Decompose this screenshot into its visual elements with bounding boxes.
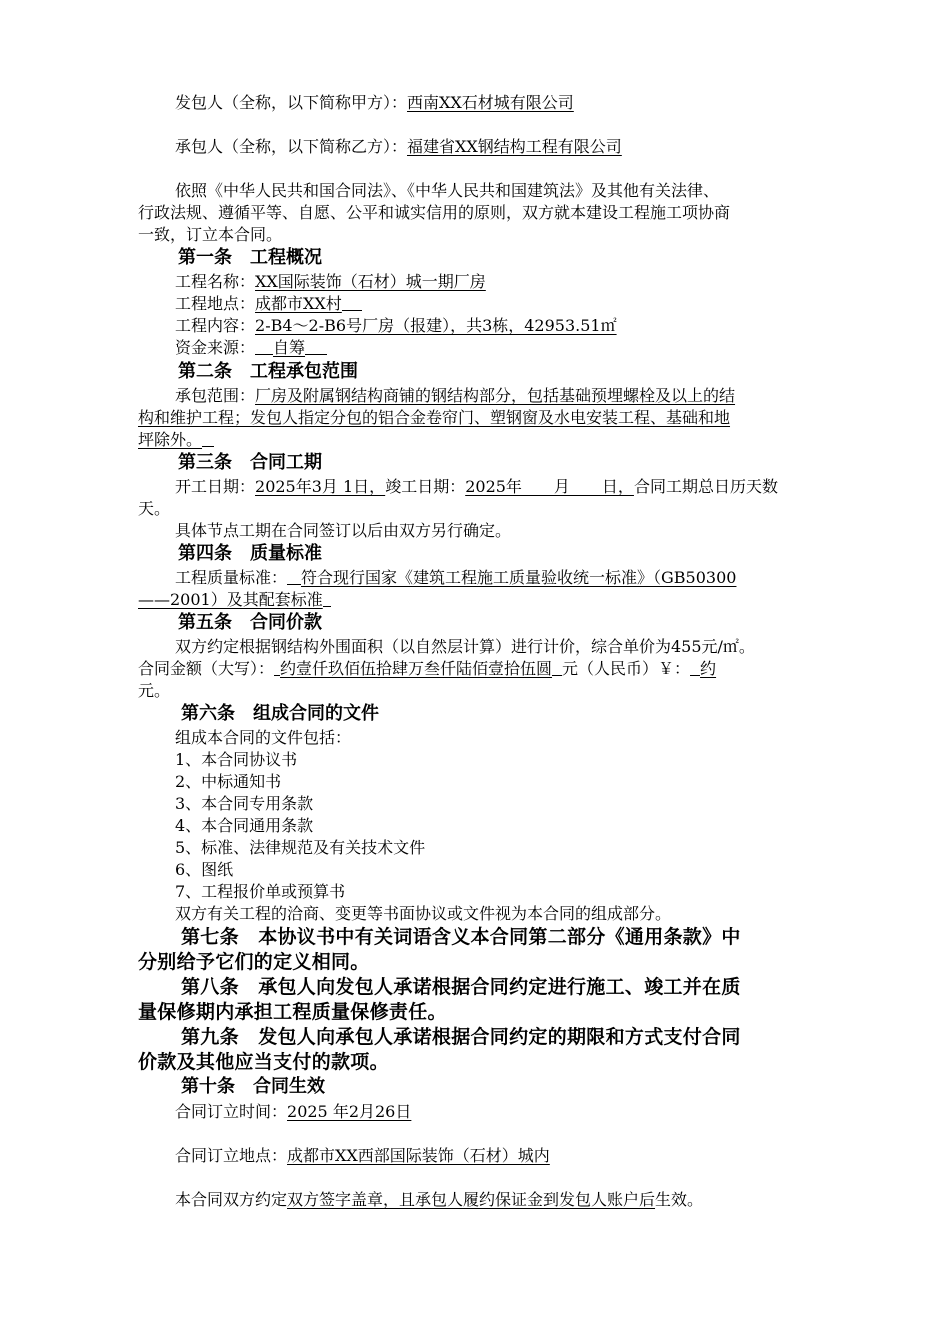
- contractor-label: 承包人（全称，以下简称乙方）：: [175, 137, 408, 156]
- amount-line-2: 元。: [138, 681, 171, 700]
- amount-figure: 约: [700, 659, 717, 678]
- article-7-line-2: 分别给予它们的定义相同。: [138, 951, 370, 973]
- milestone-text: 具体节点工期在合同签订以后由双方另行确定。: [175, 521, 512, 540]
- project-name-label: 工程名称：: [175, 272, 256, 291]
- quality-line-2: [138, 589, 331, 611]
- signing-place-line: [175, 1145, 550, 1167]
- project-content-label: 工程内容：: [175, 316, 256, 335]
- scope-value-3: 坪除外。: [138, 430, 203, 449]
- scope-label: 承包范围：: [175, 386, 256, 405]
- project-site-value: 成都市XX村: [255, 294, 342, 313]
- article-8-line-1: 第八条 承包人向发包人承诺根据合同约定进行施工、竣工并在质: [181, 976, 741, 998]
- signing-date-label: 合同订立时间：: [175, 1102, 288, 1121]
- blank-underline: [342, 294, 362, 311]
- preamble-line-3: 一致，订立本合同。: [138, 225, 283, 244]
- signing-place-value: 成都市XX西部国际装饰（石材）城内: [287, 1146, 550, 1165]
- fund-source-line: [175, 337, 327, 359]
- scope-line-2: 构和维护工程；发包人指定分包的铝合金卷帘门、塑钢窗及水电安装工程、基础和地: [138, 408, 731, 427]
- article-10-title: 第十条 合同生效: [181, 1076, 325, 1097]
- fund-source-label: 资金来源：: [175, 338, 256, 357]
- signing-date-value: 2025 年2月26日: [287, 1102, 412, 1121]
- signing-date-line: [175, 1101, 411, 1123]
- article-4-title: 第四条 质量标准: [178, 543, 322, 564]
- article-9-line-2: 价款及其他应当支付的款项。: [138, 1051, 389, 1073]
- blank-underline: [202, 430, 214, 447]
- article-2-title: 第二条 工程承包范围: [178, 361, 358, 382]
- scope-line-1: [175, 385, 735, 407]
- schedule-line-2: 天。: [138, 499, 171, 518]
- quality-label: 工程质量标准：: [175, 568, 288, 587]
- employer-name: 西南XX石材城有限公司: [407, 93, 574, 112]
- start-date-label: 开工日期：: [175, 477, 256, 496]
- unit-price-text: 双方约定根据钢结构外围面积（以自然层计算）进行计价，综合单价为455元/㎡。: [175, 637, 755, 656]
- blank-underline: [323, 590, 331, 607]
- project-site-line: [175, 293, 362, 315]
- contract-period-text: 合同工期总日历天数: [633, 477, 778, 496]
- fund-source-value: 自筹: [273, 338, 306, 357]
- documents-closing: 双方有关工程的洽商、变更等书面协议或文件视为本合同的组成部分。: [175, 904, 672, 923]
- article-6-title: 第六条 组成合同的文件: [181, 703, 379, 724]
- quality-value-2: ——2001）及其配套标准: [138, 590, 323, 609]
- project-content-line: [175, 315, 617, 337]
- document-item: 2、中标通知书: [175, 772, 282, 791]
- article-8-line-2: 量保修期内承担工程质量保修责任。: [138, 1001, 447, 1023]
- project-name-line: [175, 271, 486, 293]
- signing-place-label: 合同订立地点：: [175, 1146, 288, 1165]
- blank-underline: [305, 338, 327, 355]
- blank-underline: [552, 659, 562, 676]
- project-site-label: 工程地点：: [175, 294, 256, 313]
- amount-words: 约壹仟玖佰伍拾肆万叁仟陆佰壹拾伍圆: [280, 659, 553, 678]
- preamble-line-1: 依照《中华人民共和国合同法》、《中华人民共和国建筑法》及其他有关法律、: [175, 181, 720, 200]
- article-9-line-1: 第九条 发包人向承包人承诺根据合同约定的期限和方式支付合同: [181, 1026, 741, 1048]
- effect-condition: 双方签字盖章，且承包人履约保证金到发包人账户后: [287, 1190, 656, 1209]
- quality-line-1: [175, 567, 736, 589]
- start-date-value: 2025年3月 1日，: [255, 477, 386, 496]
- contractor-line: [175, 136, 622, 158]
- finish-date-label: 竣工日期：: [385, 477, 466, 496]
- contract-amount-line: [138, 658, 716, 680]
- document-item: 6、图纸: [175, 860, 234, 879]
- project-content-value: 2-B4～2-B6号厂房（报建），共3栋，42953.51㎡: [255, 316, 617, 335]
- amount-label: 合同金额（大写）：: [138, 659, 275, 678]
- finish-date-value: 2025年 月 日，: [465, 477, 634, 496]
- document-item: 4、本合同通用条款: [175, 816, 314, 835]
- document-item: 1、本合同协议书: [175, 750, 298, 769]
- contractor-name: 福建省XX钢结构工程有限公司: [407, 137, 622, 156]
- scope-line-3: [138, 429, 214, 451]
- amount-unit: 元（人民币）￥：: [562, 659, 691, 678]
- blank-underline: [255, 338, 273, 355]
- document-item: 5、标准、法律规范及有关技术文件: [175, 838, 426, 857]
- scope-value-1: 厂房及附属钢结构商铺的钢结构部分，包括基础预埋螺栓及以上的结: [255, 386, 736, 405]
- effect-prefix: 本合同双方约定: [175, 1190, 288, 1209]
- blank-underline: [287, 568, 301, 585]
- employer-line: [175, 92, 574, 114]
- article-1-title: 第一条 工程概况: [178, 247, 322, 268]
- article-3-title: 第三条 合同工期: [178, 452, 322, 473]
- document-item: 7、工程报价单或预算书: [175, 882, 346, 901]
- article-7-line-1: 第七条 本协议书中有关词语含义本合同第二部分《通用条款》中: [181, 926, 741, 948]
- document-item: 3、本合同专用条款: [175, 794, 314, 813]
- documents-intro: 组成本合同的文件包括：: [175, 728, 352, 747]
- employer-label: 发包人（全称，以下简称甲方）：: [175, 93, 408, 112]
- blank-underline: [690, 659, 700, 676]
- preamble-line-2: 行政法规、遵循平等、自愿、公平和诚实信用的原则，双方就本建设工程施工项协商: [138, 203, 731, 222]
- schedule-line: [175, 476, 778, 498]
- project-name-value: XX国际装饰（石材）城一期厂房: [255, 272, 486, 291]
- quality-value-1: 符合现行国家《建筑工程施工质量验收统一标准》（GB50300: [301, 568, 737, 587]
- effect-suffix: 生效。: [655, 1190, 704, 1209]
- effectiveness-line: [175, 1189, 703, 1211]
- article-5-title: 第五条 合同价款: [178, 612, 322, 633]
